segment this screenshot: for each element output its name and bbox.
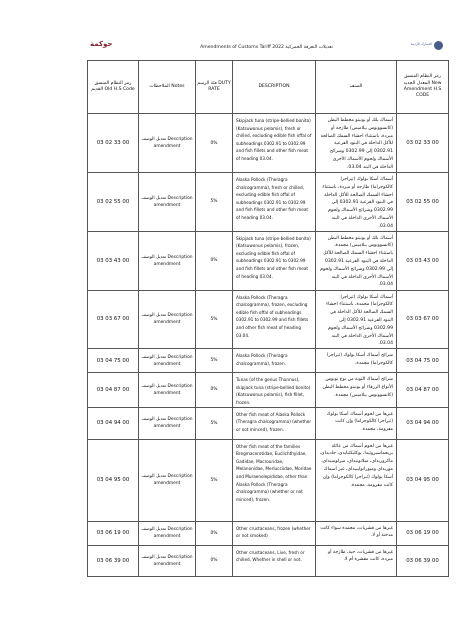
table-row [88,407,449,439]
old-code-cell: 03 02 55 00 [88,173,139,232]
new-code-cell: 03 02 55 00 [397,173,449,232]
duty-rate-cell: 5% [196,349,233,373]
col-header-notes: الملاحظات Notes [139,61,196,114]
duty-rate-cell: 0% [196,521,233,545]
col-header-new-code: رمز النظام المنسق المعدل الجديد New Amendment H.S CODE [397,61,449,114]
new-code-cell: 03 03 67 00 [397,290,449,349]
arabic-item-cell: شرائح أسماك أسكا بولوك (ثيراجرا كالكوجراما) مجمدة. [316,349,397,373]
arabic-item-cell: أسماك بلك أو بونيتو مخطط البطن (كاتسوونوس بيلاميس) مجمدة، باستثناء احشاء السمك الصالحة للأكل الداخلة في البنود الفرعية 0302.91 إلى 0302.99 وشرائح الأسماك ولحوم الأسماك الأخرى الداخلة في البند 03.04. [316,231,397,290]
old-code-cell: 03 04 87 00 [88,373,139,407]
col-header-arabic-item: الصنف [316,61,397,114]
table-header-row [88,61,449,114]
governance-logo-text: حوكمة [90,40,113,48]
old-code-cell: 03 03 43 00 [88,231,139,290]
description-cell: Alaska Pollock (Theragra chalcogramma), frozen, excluding edible fish offal of subheadings 0302.91 to 0302.99 and fish fillets and other fish meat of heading 03.04. [233,290,316,349]
notes-cell: تعديل الوصف Description amendment [139,114,196,173]
page-header [90,40,443,60]
arabic-item-cell: شرائح أسماك التونة من نوع تونوس الأنواع الزرقاء أو بونيتو مخطط البطن (كاتسوونوس بيلاميس) مجمدة. [316,373,397,407]
arabic-item-cell: أسماك أسكا بولوك (ثيراجرا كالكوجراما) طازجة أو مبردة، باستثناء احشاء السمك الصالحة للأكل الداخلة في البنود الفرعية 0302.91 إلى 0302.99 وشرائح الأسماك ولحوم الأسماك الأخرى الداخلة في البند 03.04. [316,173,397,232]
arabic-item-cell: غيرها من قشريات، حية، طازجة أو مبردة، كانت مقشرة أم لا. [316,545,397,576]
duty-rate-cell: 0% [196,373,233,407]
duty-rate-cell: 5% [196,173,233,232]
description-cell: Alaska Pollock (Theragra chalcogramma), fresh or chilled, excluding edible fish offal of subheadings 0302.91 to 0302.99 and fish fillets and other fish meat of heading 03.04. [233,173,316,232]
notes-cell: تعديل الوصف Description amendment [139,173,196,232]
duty-rate-cell: 5% [196,407,233,439]
new-code-cell: 03 04 87 00 [397,373,449,407]
customs-logo-text: الجمارك الأردنية [410,42,432,46]
table-row [88,173,449,232]
duty-rate-cell: 0% [196,231,233,290]
description-cell: Tunas (of the genus Thunnus), skipjack tuna (stripe-bellied bonito) (Katsuwonus pelamis), fish fillet, frozen. [233,373,316,407]
description-cell: Skipjack tuna (stripe-bellied bonito) (Katsuwonus pelamis), fresh or chilled, excluding edible fish offal of subheadings 0302.91 to 0302.99 and fish fillets and other fish meat of heading 03.04. [233,114,316,173]
description-cell: Other fish meat of the families Bregmacerotidae, Euclichthyidae, Gadidae, Macrouridae, Melanonidae, Merlucciidae, Moridae and Muraenolepididae, other than Alaska Pollock (Theragra chalcogramma) (whether or not minced), frozen. [233,439,316,521]
customs-logo [403,41,443,57]
new-code-cell: 03 04 95 00 [397,439,449,521]
duty-rate-cell: 5% [196,290,233,349]
duty-rate-cell: 0% [196,114,233,173]
table-row [88,545,449,576]
old-code-cell: 03 04 95 00 [88,439,139,521]
table-row [88,349,449,373]
notes-cell: تعديل الوصف Description amendment [139,407,196,439]
arabic-item-cell: غيرها من قشريات، مجمدة سواء كانت مدخنة أو لا. [316,521,397,545]
new-code-cell: 03 02 33 00 [397,114,449,173]
new-code-cell: 03 04 75 00 [397,349,449,373]
notes-cell: تعديل الوصف Description amendment [139,231,196,290]
notes-cell: تعديل الوصف Description amendment [139,521,196,545]
old-code-cell: 03 03 67 00 [88,290,139,349]
old-code-cell: 03 04 94 00 [88,407,139,439]
duty-rate-cell: 0% [196,545,233,576]
arabic-item-cell: أسماك أسكا بولوك (ثيراجرا كالكوجراما) مجمدة، باستثناء احشاء السمك الصالحة للأكل الداخلة في البنود الفرعية 0302.91 إلى 0302.99 وشرائح الأسماك ولحوم الأسماك الأخرى الداخلة في البند 03.04. [316,290,397,349]
new-code-cell: 03 03 43 00 [397,231,449,290]
duty-rate-cell: 5% [196,439,233,521]
new-code-cell: 03 04 94 00 [397,407,449,439]
table-row [88,373,449,407]
new-code-cell: 03 06 19 00 [397,521,449,545]
notes-cell: تعديل الوصف Description amendment [139,373,196,407]
arabic-item-cell: أسماك بلك أو بونيتو مخطط البطن (كاتسوونوس بيلاميس) طازجة أو مبردة، باستثناء احشاء السمك الصالحة للأكل الداخلة في البنود الفرعية 0302.91 إلى 0302.99 وشرائح الأسماك ولحوم الأسماك الأخرى الداخلة في البند 03.04. [316,114,397,173]
notes-cell: تعديل الوصف Description amendment [139,545,196,576]
old-code-cell: 03 02 33 00 [88,114,139,173]
description-cell: Alaska Pollock (Theragra chalcogramma), frozen. [233,349,316,373]
col-header-duty-rate: فئة الرسم DUTY RATE [196,61,233,114]
table-row [88,114,449,173]
table-row [88,290,449,349]
description-cell: Skipjack tuna (stripe-bellied bonito) (Katsuwonus pelamis), frozen, excluding edible fish offal of subheadings 0302.91 to 0302.99 and fish fillets and other fish meat of heading 03.04. [233,231,316,290]
old-code-cell: 03 04 75 00 [88,349,139,373]
notes-cell: تعديل الوصف Description amendment [139,290,196,349]
customs-emblem-icon [434,41,443,50]
old-code-cell: 03 06 19 00 [88,521,139,545]
col-header-description: DESCRIPTION [233,61,316,114]
arabic-item-cell: غيرها من لحوم أسماك من عائلة بريجماسيروتيدا، يوكليكثيايدي، جاديداي، ماكروريداي، ميلانونيداي، ميرلوسيداي، موريداي وميورانوليبيداي، غير أسماك أسكا بولوك (ثيراجرا كالكوجراما) وإن كانت مفرومة، مجمدة. [316,439,397,521]
new-code-cell: 03 06 39 00 [397,545,449,576]
old-code-cell: 03 06 39 00 [88,545,139,576]
arabic-item-cell: غيرها من لحوم أسماك أسكا بولوك (ثيراجرا كالكوجراما) وإن كانت مفرومة، مجمدة. [316,407,397,439]
notes-cell: تعديل الوصف Description amendment [139,349,196,373]
table-row [88,521,449,545]
tariff-amendments-table [87,60,449,577]
document-title: Amendments of Customs Tariff 2022 تعديلات التعرفة الجمركية [200,45,333,50]
table-row [88,439,449,521]
table-row [88,231,449,290]
notes-cell: تعديل الوصف Description amendment [139,439,196,521]
description-cell: Other crustaceans, Live, fresh or chilled, Whether in shell or not. [233,545,316,576]
description-cell: Other fish meat of Alaska Pollock (Theragra chalcogramma) (whether or not minced), frozen. [233,407,316,439]
col-header-old-code: رمز النظام المنسق القديم Old H.S Code [88,61,139,114]
description-cell: Other crustaceans, frozen (whether or not smoked) [233,521,316,545]
